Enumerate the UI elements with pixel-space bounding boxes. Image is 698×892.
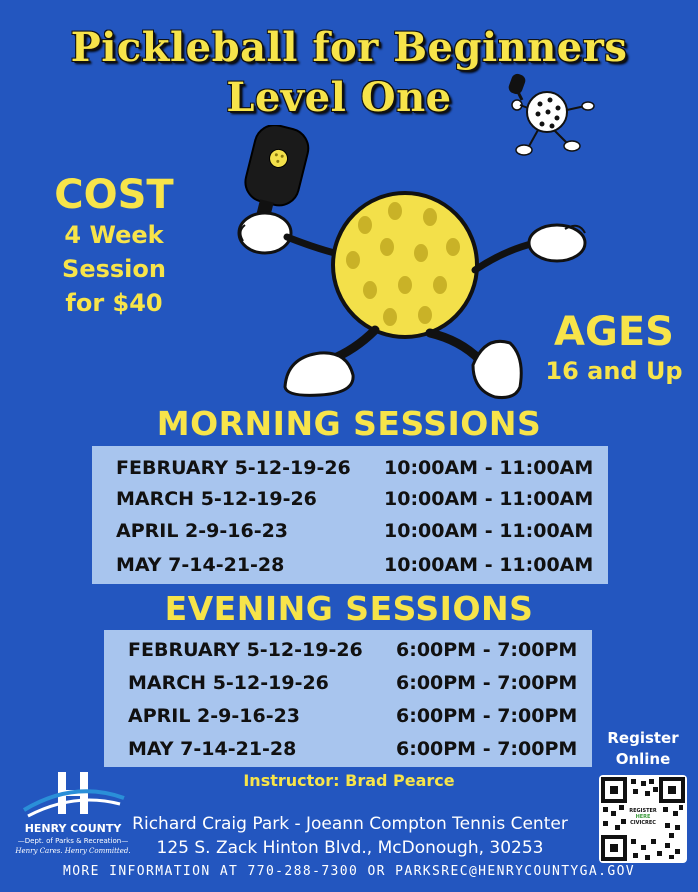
ages-info bbox=[540, 310, 688, 388]
contact-footer: MORE INFORMATION AT 770-288-7300 OR PARKSREC@HENRYCOUNTYGA.GOV bbox=[62, 864, 636, 879]
session-time: 10:00AM - 11:00AM bbox=[384, 488, 594, 510]
venue-address: 125 S. Zack Hinton Blvd., McDonough, 30253 bbox=[156, 838, 544, 858]
session-time: 6:00PM - 7:00PM bbox=[396, 639, 578, 661]
session-dates: MARCH 5-12-19-26 bbox=[128, 672, 329, 694]
qr-label-line-3: CIVICREC bbox=[630, 820, 656, 826]
henry-county-logo-mark bbox=[14, 770, 132, 822]
flyer-title-line2: Level One bbox=[226, 74, 452, 121]
venue-name: Richard Craig Park - Joeann Compton Tennis Center bbox=[132, 814, 568, 834]
schedule-row bbox=[92, 481, 608, 517]
logo-dept: —Dept. of Parks & Recreation— bbox=[17, 837, 129, 845]
cost-info bbox=[30, 172, 198, 320]
morning-sessions-heading: MORNING SESSIONS bbox=[156, 404, 542, 443]
logo-name: HENRY COUNTY bbox=[24, 822, 122, 835]
cost-line-3: for $40 bbox=[65, 289, 163, 317]
session-dates: APRIL 2-9-16-23 bbox=[128, 705, 301, 727]
session-time: 10:00AM - 11:00AM bbox=[384, 457, 594, 479]
cost-line-1: 4 Week bbox=[64, 221, 164, 249]
session-dates: APRIL 2-9-16-23 bbox=[116, 520, 289, 542]
session-dates: MAY 7-14-21-28 bbox=[116, 554, 285, 576]
henry-county-logo bbox=[14, 770, 132, 860]
register-line-1: Register bbox=[607, 729, 679, 747]
session-time: 6:00PM - 7:00PM bbox=[396, 705, 578, 727]
qr-label-line-1: REGISTER bbox=[629, 808, 657, 814]
session-time: 10:00AM - 11:00AM bbox=[384, 554, 594, 576]
schedule-row bbox=[104, 665, 592, 701]
session-dates: FEBRUARY 5-12-19-26 bbox=[128, 639, 363, 661]
schedule-row bbox=[92, 547, 608, 583]
schedule-row bbox=[104, 698, 592, 734]
cost-heading: COST bbox=[54, 172, 174, 218]
ages-heading: AGES bbox=[554, 309, 674, 355]
evening-sessions-heading: EVENING SESSIONS bbox=[164, 589, 534, 628]
flyer-title-line1: Pickleball for Beginners bbox=[70, 24, 628, 71]
logo-tagline: Henry Cares. Henry Committed. bbox=[15, 847, 131, 855]
qr-center-label bbox=[627, 805, 659, 831]
session-dates: MAY 7-14-21-28 bbox=[128, 738, 297, 760]
instructor-line: Instructor: Brad Pearce bbox=[243, 771, 455, 790]
cost-line-2: Session bbox=[62, 255, 166, 283]
register-line-2: Online bbox=[615, 750, 671, 768]
schedule-row bbox=[92, 513, 608, 549]
session-time: 6:00PM - 7:00PM bbox=[396, 672, 578, 694]
session-time: 10:00AM - 11:00AM bbox=[384, 520, 594, 542]
schedule-row bbox=[104, 632, 592, 668]
ages-line: 16 and Up bbox=[545, 357, 683, 385]
qr-label-line-2: HERE bbox=[635, 814, 651, 820]
register-online-label bbox=[598, 728, 688, 770]
session-time: 6:00PM - 7:00PM bbox=[396, 738, 578, 760]
schedule-row bbox=[104, 731, 592, 767]
evening-schedule-table bbox=[104, 630, 592, 767]
session-dates: MARCH 5-12-19-26 bbox=[116, 488, 317, 510]
morning-schedule-table bbox=[92, 446, 608, 584]
session-dates: FEBRUARY 5-12-19-26 bbox=[116, 457, 351, 479]
qr-code[interactable] bbox=[599, 775, 687, 863]
